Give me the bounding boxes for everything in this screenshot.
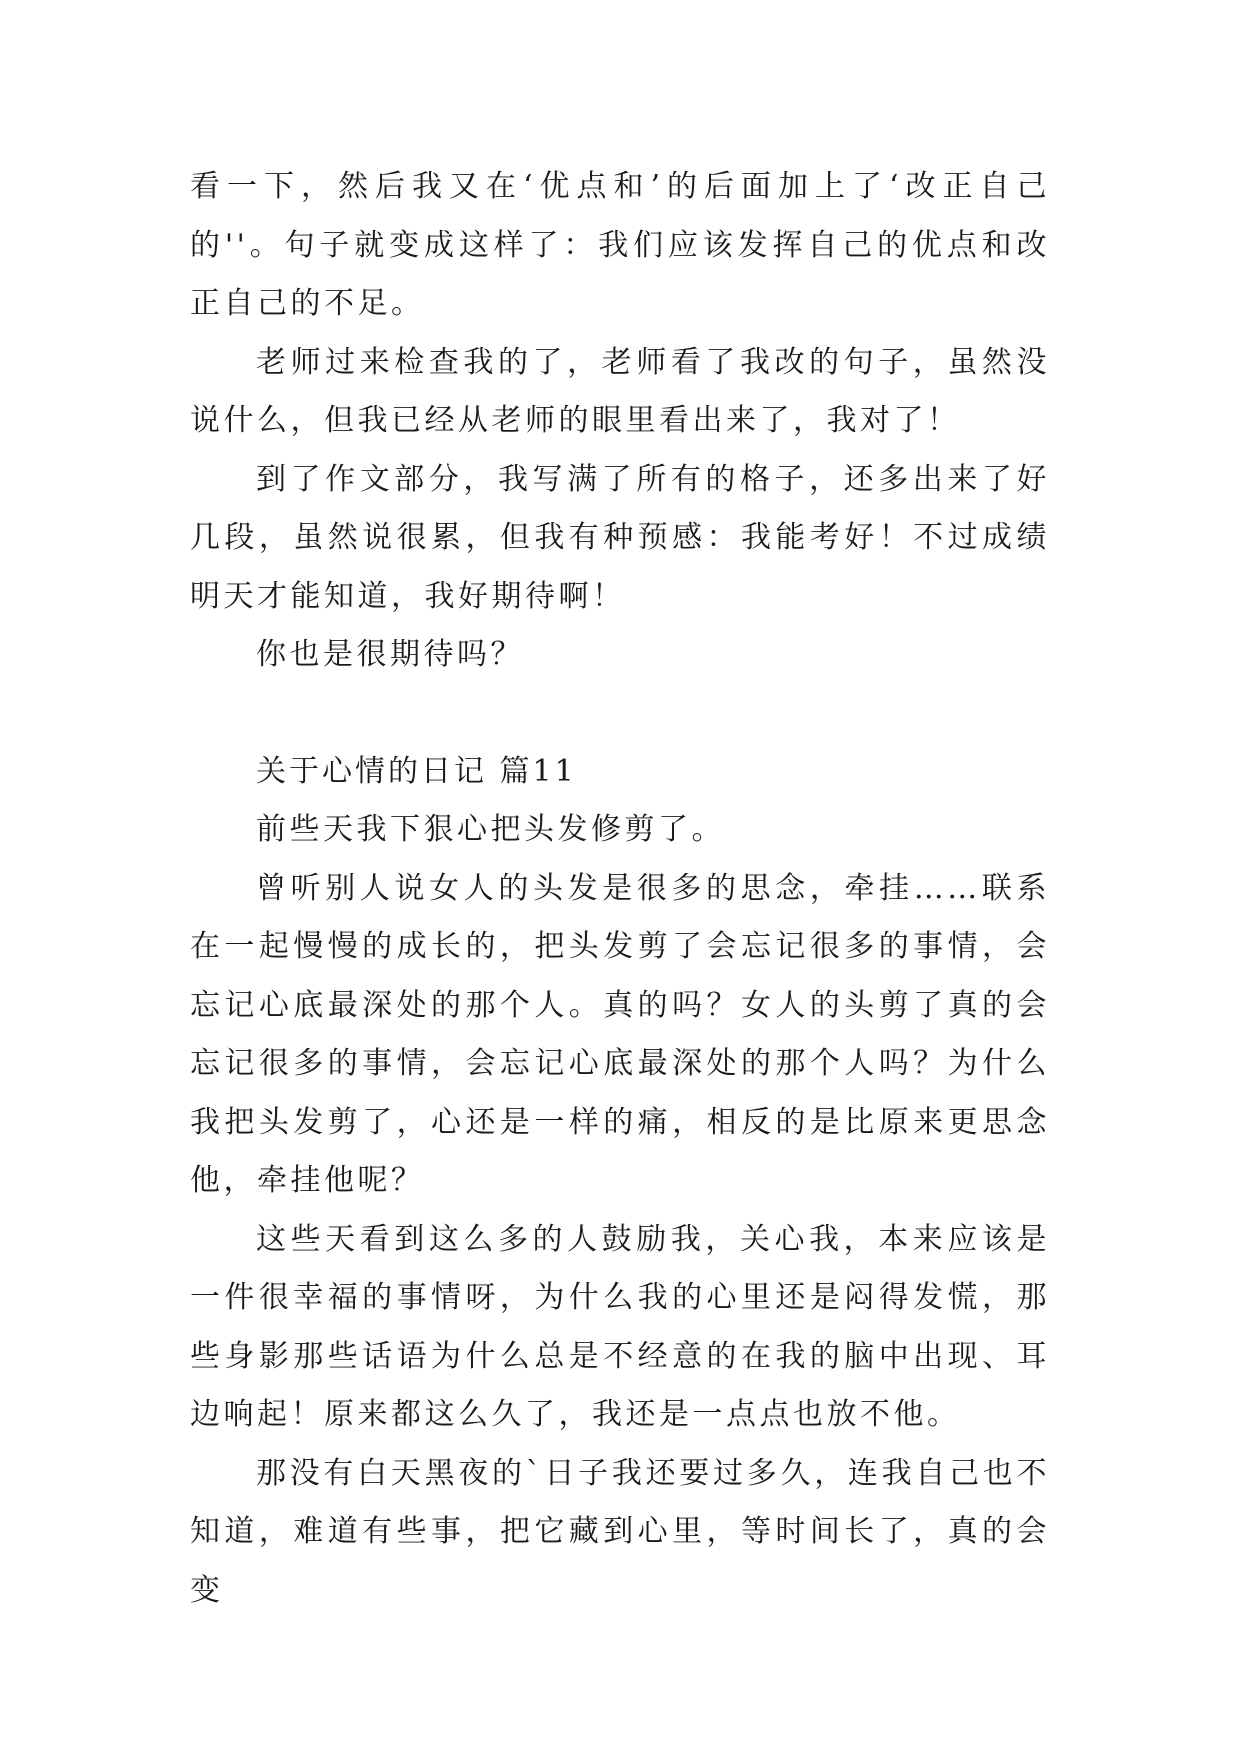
paragraph: 到了作文部分，我写满了所有的格子，还多出来了好几段，虽然说很累，但我有种预感：我能考好！不过成绩明天才能知道，我好期待啊！ xyxy=(190,461,1050,614)
section-heading: 关于心情的日记 篇11 xyxy=(256,753,577,789)
paragraph: 老师过来检查我的了，老师看了我改的句子，虽然没说什么，但我已经从老师的眼里看出来了，我对了！ xyxy=(190,344,1050,438)
paragraph: 你也是很期待吗？ xyxy=(256,637,524,672)
paragraph: 前些天我下狠心把头发修剪了。 xyxy=(256,812,725,847)
paragraph: 曾听别人说女人的头发是很多的思念，牵挂……联系在一起慢慢的成长的，把头发剪了会忘记很多的事情，会忘记心底最深处的那个人。真的吗？女人的头剪了真的会忘记很多的事情，会忘记心底最深处的那个人吗？为什么我把头发剪了，心还是一样的痛，相反的是比原来更思念他，牵挂他呢？ xyxy=(190,870,1050,1198)
document-page xyxy=(190,158,1050,1620)
paragraph: 那没有白天黑夜的`日子我还要过多久，连我自己也不知道，难道有些事，把它藏到心里，等时间长了，真的会变 xyxy=(190,1455,1050,1608)
paragraph: 这些天看到这么多的人鼓励我，关心我，本来应该是一件很幸福的事情呀，为什么我的心里还是闷得发慌，那些身影那些话语为什么总是不经意的在我的脑中出现、耳边响起！原来都这么久了，我还是一点点也放不他。 xyxy=(190,1221,1050,1432)
paragraph: 看一下，然后我又在‘优点和’的后面加上了‘改正自己的''。句子就变成这样了：我们应该发挥自己的优点和改正自己的不足。 xyxy=(190,169,1050,321)
section-spacer xyxy=(190,685,1050,743)
